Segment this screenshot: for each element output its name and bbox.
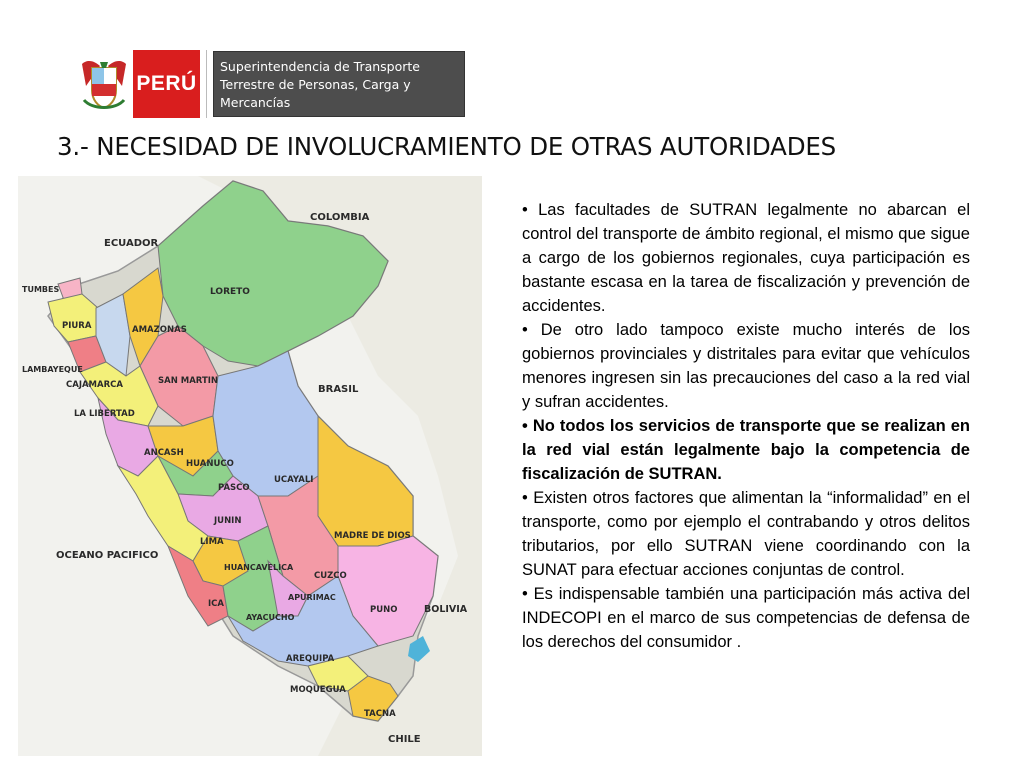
map-label-piura: PIURA xyxy=(62,321,92,331)
map-label-lambayeque: LAMBAYEQUE xyxy=(22,365,83,374)
agency-line-1: Superintendencia de Transporte xyxy=(220,59,420,74)
header-divider xyxy=(206,50,207,118)
map-label-puno: PUNO xyxy=(370,605,398,615)
peru-logo-text: PERÚ xyxy=(133,50,200,118)
bullet-item-1: • Las facultades de SUTRAN legalmente no abarcan el control del transporte de ámbito regional, el mismo que sigue a cargo de los gobiernos regionales, cuya participación es bastante escasa en la tarea de fiscalización y prevención de accidentes. xyxy=(522,201,970,315)
bullet-item-5: • Es indispensable también una participación más activa del INDECOPI en el marco de sus competencias de defensa de los derechos del consumidor . xyxy=(522,585,970,651)
map-label-bolivia: BOLIVIA xyxy=(424,604,468,615)
map-label-lima: LIMA xyxy=(200,537,224,547)
map-label-apurimac: APURIMAC xyxy=(288,593,336,602)
map-label-arequipa: AREQUIPA xyxy=(286,654,335,664)
coat-of-arms-icon xyxy=(78,56,130,112)
map-label-ancash: ANCASH xyxy=(144,448,184,458)
peru-logo xyxy=(78,50,198,118)
agency-line-2: Terrestre de Personas, Carga y xyxy=(220,77,411,92)
map-label-colombia: COLOMBIA xyxy=(310,212,370,223)
map-label-ocean: OCEANO PACIFICO xyxy=(56,550,159,561)
map-label-pasco: PASCO xyxy=(218,483,250,493)
map-label-madrededios: MADRE DE DIOS xyxy=(334,531,411,541)
map-label-huanuco: HUANUCO xyxy=(186,459,234,469)
map-label-tacna: TACNA xyxy=(364,709,396,719)
bullet-item-3: • No todos los servicios de transporte que se realizan en la red vial están legalmente bajo la competencia de fiscalización de SUTRAN. xyxy=(522,417,970,483)
map-label-brasil: BRASIL xyxy=(318,384,359,395)
map-label-ayacucho: AYACUCHO xyxy=(246,613,295,622)
map-label-ucayali: UCAYALI xyxy=(274,475,314,485)
bullet-item-4: • Existen otros factores que alimentan la “informalidad” en el transporte, como por ejemplo el contrabando y otros delitos tributarios, por ello SUTRAN viene coordinando con la SUNAT para efectuar acciones conjuntas de control. xyxy=(522,489,970,579)
map-label-cajamarca: CAJAMARCA xyxy=(66,380,123,390)
map-label-ica: ICA xyxy=(208,599,224,609)
map-label-moquegua: MOQUEGUA xyxy=(290,685,346,695)
map-label-chile: CHILE xyxy=(388,734,421,745)
map-label-junin: JUNIN xyxy=(214,516,242,526)
map-label-sanmartin: SAN MARTIN xyxy=(158,376,219,386)
map-label-tumbes: TUMBES xyxy=(22,285,60,294)
map-label-huancavelica: HUANCAVELICA xyxy=(224,563,294,572)
map-label-lalibertad: LA LIBERTAD xyxy=(74,409,135,419)
map-label-cuzco: CUZCO xyxy=(314,571,347,581)
bullet-list xyxy=(522,198,970,654)
agency-name-box xyxy=(213,51,465,117)
peru-regions-map xyxy=(18,176,482,756)
map-label-loreto: LORETO xyxy=(210,287,250,297)
map-label-amazonas: AMAZONAS xyxy=(132,325,187,335)
agency-line-3: Mercancías xyxy=(220,95,291,110)
map-label-ecuador: ECUADOR xyxy=(104,238,159,249)
slide-title: 3.- NECESIDAD DE INVOLUCRAMIENTO DE OTRAS AUTORIDADES xyxy=(57,132,836,161)
bullet-item-2: • De otro lado tampoco existe mucho interés de los gobiernos provinciales y distritales para evitar que vehículos menores ingresen sin las precauciones del caso a la red vial y sufran accidentes. xyxy=(522,321,970,411)
